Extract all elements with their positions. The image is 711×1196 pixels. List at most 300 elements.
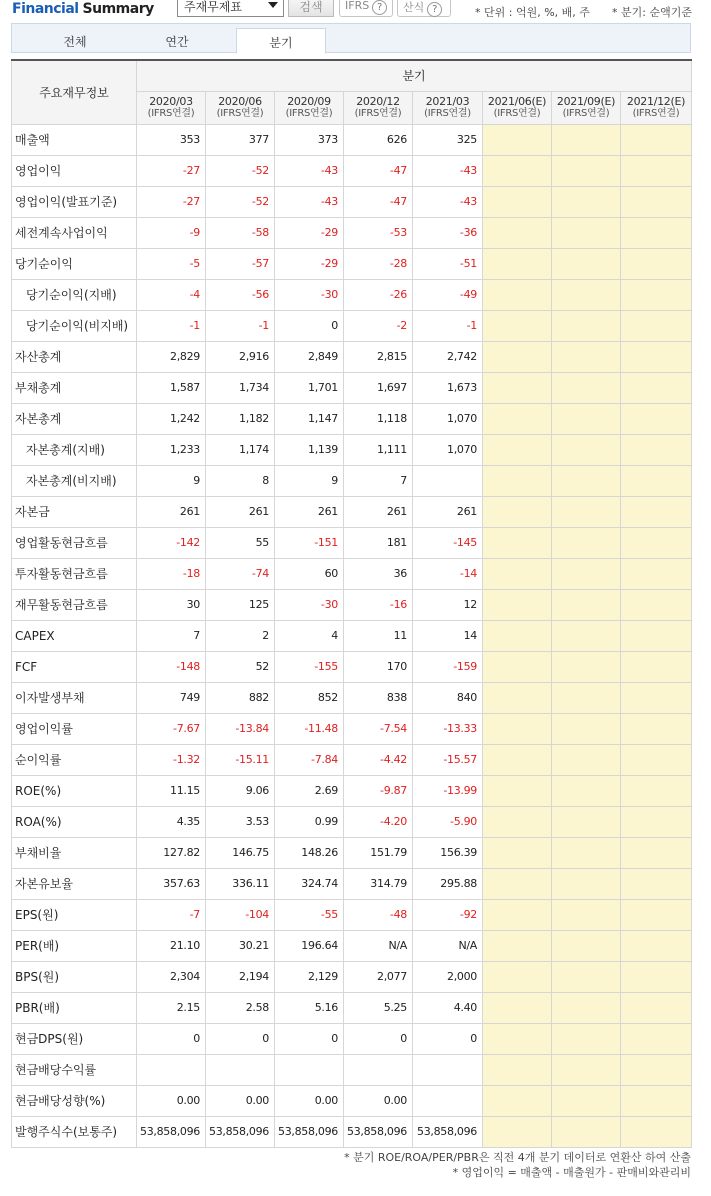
- value-cell: 2,000: [413, 961, 483, 992]
- value-cell: 377: [206, 124, 275, 155]
- estimate-cell: [552, 558, 621, 589]
- estimate-cell: [483, 248, 552, 279]
- table-row: [12, 744, 692, 775]
- value-cell: -58: [206, 217, 275, 248]
- value-cell: 373: [275, 124, 344, 155]
- value-cell: 2,129: [275, 961, 344, 992]
- row-label: 영업이익(발표기준): [12, 186, 137, 217]
- value-cell: -7.67: [137, 713, 206, 744]
- column-date: 2021/12(E): [626, 94, 686, 108]
- footnotes: [344, 1150, 691, 1180]
- estimate-cell: [483, 558, 552, 589]
- table-row: [12, 496, 692, 527]
- estimate-cell: [483, 1116, 552, 1147]
- row-label: 현금배당수익률: [12, 1054, 137, 1085]
- tab-annual[interactable]: 연간: [165, 35, 189, 49]
- estimate-cell: [621, 217, 692, 248]
- value-cell: N/A: [413, 930, 483, 961]
- value-cell: 125: [206, 589, 275, 620]
- estimate-cell: [621, 589, 692, 620]
- value-cell: 838: [344, 682, 413, 713]
- estimate-cell: [621, 248, 692, 279]
- estimate-cell: [621, 341, 692, 372]
- row-label: 이자발생부채: [12, 682, 137, 713]
- value-cell: 2,849: [275, 341, 344, 372]
- value-cell: 12: [413, 589, 483, 620]
- estimate-cell: [483, 403, 552, 434]
- value-cell: 1,070: [413, 403, 483, 434]
- table-row: [12, 1054, 692, 1085]
- estimate-cell: [552, 124, 621, 155]
- value-cell: -29: [275, 248, 344, 279]
- value-cell: 53,858,096: [344, 1116, 413, 1147]
- table-row: [12, 930, 692, 961]
- estimate-cell: [552, 465, 621, 496]
- estimate-cell: [483, 899, 552, 930]
- column-basis: (IFRS연결): [562, 107, 610, 119]
- value-cell: 2,829: [137, 341, 206, 372]
- estimate-cell: [621, 310, 692, 341]
- value-cell: -55: [275, 899, 344, 930]
- value-cell: 261: [206, 496, 275, 527]
- quarterly-period-header: 분기: [137, 60, 692, 91]
- column-date: 2021/03: [425, 94, 470, 108]
- estimate-cell: [621, 434, 692, 465]
- row-label: 자본총계(지배): [12, 434, 137, 465]
- estimate-cell: [483, 1054, 552, 1085]
- estimate-cell: [552, 434, 621, 465]
- value-cell: -57: [206, 248, 275, 279]
- value-cell: -148: [137, 651, 206, 682]
- estimate-cell: [621, 775, 692, 806]
- value-cell: -4: [137, 279, 206, 310]
- financial-summary-table: [11, 59, 692, 1148]
- value-cell: -36: [413, 217, 483, 248]
- value-cell: -48: [344, 899, 413, 930]
- table-row: [12, 1023, 692, 1054]
- value-cell: -155: [275, 651, 344, 682]
- value-cell: -142: [137, 527, 206, 558]
- value-cell: [413, 465, 483, 496]
- estimate-cell: [552, 806, 621, 837]
- value-cell: 2.69: [275, 775, 344, 806]
- tab-all[interactable]: 전체: [63, 35, 87, 49]
- table-row: [12, 1085, 692, 1116]
- help-icon: ?: [372, 0, 387, 15]
- estimate-cell: [621, 651, 692, 682]
- value-cell: 30.21: [206, 930, 275, 961]
- tab-quarterly[interactable]: 분기: [236, 28, 326, 54]
- table-row: [12, 155, 692, 186]
- value-cell: -51: [413, 248, 483, 279]
- table-row: [12, 124, 692, 155]
- estimate-cell: [483, 217, 552, 248]
- value-cell: 336.11: [206, 868, 275, 899]
- estimate-cell: [552, 341, 621, 372]
- value-cell: -47: [344, 186, 413, 217]
- estimate-cell: [621, 465, 692, 496]
- value-cell: 0: [275, 310, 344, 341]
- column-date: 2020/03: [149, 94, 193, 108]
- column-header: [206, 91, 275, 124]
- estimate-cell: [621, 155, 692, 186]
- column-header: [413, 91, 483, 124]
- table-row: [12, 992, 692, 1023]
- column-date: 2020/12: [356, 94, 400, 108]
- estimate-cell: [552, 248, 621, 279]
- table-row: [12, 899, 692, 930]
- value-cell: -5.90: [413, 806, 483, 837]
- table-row: [12, 217, 692, 248]
- value-cell: 55: [206, 527, 275, 558]
- estimate-cell: [483, 124, 552, 155]
- row-label: BPS(원): [12, 961, 137, 992]
- formula-label: 산식: [403, 1, 425, 14]
- estimate-cell: [483, 434, 552, 465]
- value-cell: 0.00: [275, 1085, 344, 1116]
- value-cell: 1,242: [137, 403, 206, 434]
- estimate-cell: [552, 868, 621, 899]
- estimate-cell: [621, 186, 692, 217]
- estimate-cell: [621, 899, 692, 930]
- value-cell: 2,194: [206, 961, 275, 992]
- estimate-cell: [621, 713, 692, 744]
- value-cell: 146.75: [206, 837, 275, 868]
- estimate-cell: [552, 1116, 621, 1147]
- table-row: [12, 527, 692, 558]
- value-cell: 0: [344, 1023, 413, 1054]
- value-cell: [413, 1054, 483, 1085]
- column-header: [137, 91, 206, 124]
- value-cell: 1,697: [344, 372, 413, 403]
- table-row: [12, 248, 692, 279]
- statement-type-select[interactable]: [177, 0, 284, 17]
- value-cell: -2: [344, 310, 413, 341]
- table-row: [12, 961, 692, 992]
- estimate-cell: [621, 124, 692, 155]
- row-label: PBR(배): [12, 992, 137, 1023]
- value-cell: 9: [137, 465, 206, 496]
- unit-note: * 단위 : 억원, %, 배, 주: [475, 6, 590, 19]
- ifrs-label: IFRS: [345, 0, 370, 12]
- estimate-cell: [552, 310, 621, 341]
- value-cell: -15.57: [413, 744, 483, 775]
- column-basis: (IFRS연결): [354, 107, 402, 119]
- value-cell: -1: [206, 310, 275, 341]
- estimate-cell: [552, 837, 621, 868]
- value-cell: -52: [206, 186, 275, 217]
- estimate-cell: [483, 775, 552, 806]
- value-cell: -104: [206, 899, 275, 930]
- value-cell: -13.33: [413, 713, 483, 744]
- estimate-cell: [552, 899, 621, 930]
- value-cell: -4.42: [344, 744, 413, 775]
- estimate-cell: [483, 930, 552, 961]
- table-row: [12, 310, 692, 341]
- value-cell: 840: [413, 682, 483, 713]
- estimate-cell: [621, 1116, 692, 1147]
- top-toolbar: [0, 0, 711, 22]
- value-cell: -27: [137, 186, 206, 217]
- value-cell: 0.00: [344, 1085, 413, 1116]
- value-cell: 626: [344, 124, 413, 155]
- table-row: [12, 806, 692, 837]
- value-cell: -29: [275, 217, 344, 248]
- value-cell: 181: [344, 527, 413, 558]
- estimate-cell: [483, 589, 552, 620]
- table-row: [12, 682, 692, 713]
- estimate-cell: [621, 868, 692, 899]
- value-cell: 1,147: [275, 403, 344, 434]
- column-header: [275, 91, 344, 124]
- row-label: 자본총계(비지배): [12, 465, 137, 496]
- value-cell: 325: [413, 124, 483, 155]
- value-cell: 5.25: [344, 992, 413, 1023]
- column-header: [483, 91, 552, 124]
- statement-type-value: 주재무제표: [184, 0, 242, 14]
- help-icon: ?: [427, 2, 442, 17]
- estimate-cell: [552, 1023, 621, 1054]
- column-date: 2020/06: [218, 94, 262, 108]
- estimate-cell: [621, 1023, 692, 1054]
- value-cell: 0.99: [275, 806, 344, 837]
- row-label: 현금DPS(원): [12, 1023, 137, 1054]
- value-cell: -43: [275, 155, 344, 186]
- estimate-cell: [483, 341, 552, 372]
- value-cell: 53,858,096: [413, 1116, 483, 1147]
- value-cell: -49: [413, 279, 483, 310]
- value-cell: 1,233: [137, 434, 206, 465]
- value-cell: 2,304: [137, 961, 206, 992]
- value-cell: 353: [137, 124, 206, 155]
- estimate-cell: [621, 682, 692, 713]
- value-cell: 1,182: [206, 403, 275, 434]
- value-cell: 1,139: [275, 434, 344, 465]
- row-label: 당기순이익(비지배): [12, 310, 137, 341]
- estimate-cell: [552, 496, 621, 527]
- value-cell: 196.64: [275, 930, 344, 961]
- value-cell: [413, 1085, 483, 1116]
- value-cell: 2,742: [413, 341, 483, 372]
- row-label: 당기순이익: [12, 248, 137, 279]
- value-cell: 0: [413, 1023, 483, 1054]
- estimate-cell: [483, 527, 552, 558]
- table-row: [12, 713, 692, 744]
- value-cell: 261: [344, 496, 413, 527]
- estimate-cell: [483, 310, 552, 341]
- estimate-cell: [483, 1085, 552, 1116]
- value-cell: [206, 1054, 275, 1085]
- value-cell: [275, 1054, 344, 1085]
- value-cell: 21.10: [137, 930, 206, 961]
- column-date: 2020/09: [287, 94, 331, 108]
- value-cell: 170: [344, 651, 413, 682]
- column-basis: (IFRS연결): [216, 107, 264, 119]
- column-basis: (IFRS연결): [147, 107, 195, 119]
- row-label: EPS(원): [12, 899, 137, 930]
- estimate-cell: [483, 713, 552, 744]
- estimate-cell: [621, 620, 692, 651]
- value-cell: -7: [137, 899, 206, 930]
- column-header: [344, 91, 413, 124]
- value-cell: 2,815: [344, 341, 413, 372]
- value-cell: 882: [206, 682, 275, 713]
- estimate-cell: [621, 372, 692, 403]
- value-cell: 3.53: [206, 806, 275, 837]
- value-cell: 357.63: [137, 868, 206, 899]
- estimate-cell: [621, 279, 692, 310]
- table-row: [12, 279, 692, 310]
- estimate-cell: [621, 496, 692, 527]
- table-row: [12, 620, 692, 651]
- row-label: 자산총계: [12, 341, 137, 372]
- value-cell: -47: [344, 155, 413, 186]
- page-title: [12, 1, 154, 17]
- value-cell: -13.99: [413, 775, 483, 806]
- value-cell: -145: [413, 527, 483, 558]
- value-cell: 5.16: [275, 992, 344, 1023]
- table-row: [12, 589, 692, 620]
- table-row: [12, 1116, 692, 1147]
- value-cell: 2.58: [206, 992, 275, 1023]
- estimate-cell: [483, 837, 552, 868]
- estimate-cell: [552, 1085, 621, 1116]
- estimate-cell: [621, 1054, 692, 1085]
- value-cell: 1,118: [344, 403, 413, 434]
- value-cell: 4.40: [413, 992, 483, 1023]
- value-cell: -52: [206, 155, 275, 186]
- value-cell: 324.74: [275, 868, 344, 899]
- estimate-cell: [483, 744, 552, 775]
- table-row: [12, 434, 692, 465]
- value-cell: 0: [206, 1023, 275, 1054]
- value-cell: 52: [206, 651, 275, 682]
- value-cell: -92: [413, 899, 483, 930]
- row-label: 매출액: [12, 124, 137, 155]
- value-cell: -1: [413, 310, 483, 341]
- value-cell: -30: [275, 589, 344, 620]
- row-label: ROE(%): [12, 775, 137, 806]
- value-cell: 8: [206, 465, 275, 496]
- table-row: [12, 465, 692, 496]
- value-cell: 53,858,096: [137, 1116, 206, 1147]
- estimate-cell: [552, 682, 621, 713]
- basis-note: * 분기: 순액기준: [612, 6, 692, 19]
- estimate-cell: [552, 713, 621, 744]
- value-cell: 53,858,096: [275, 1116, 344, 1147]
- value-cell: -43: [275, 186, 344, 217]
- value-cell: 4.35: [137, 806, 206, 837]
- value-cell: -7.54: [344, 713, 413, 744]
- value-cell: -13.84: [206, 713, 275, 744]
- estimate-cell: [483, 186, 552, 217]
- value-cell: 151.79: [344, 837, 413, 868]
- table-row: [12, 837, 692, 868]
- column-basis: (IFRS연결): [493, 107, 541, 119]
- formula-help-button[interactable]: [397, 0, 451, 17]
- footnote-annualized: * 분기 ROE/ROA/PER/PBR은 직전 4개 분기 데이터로 연환산 하여 산출: [344, 1151, 691, 1164]
- value-cell: -151: [275, 527, 344, 558]
- value-cell: 314.79: [344, 868, 413, 899]
- row-label: 자본유보율: [12, 868, 137, 899]
- estimate-cell: [552, 279, 621, 310]
- table-row: [12, 341, 692, 372]
- row-label: 영업이익률: [12, 713, 137, 744]
- value-cell: 4: [275, 620, 344, 651]
- title-summary: Summary: [82, 1, 154, 17]
- value-cell: 9.06: [206, 775, 275, 806]
- value-cell: 2,077: [344, 961, 413, 992]
- value-cell: -16: [344, 589, 413, 620]
- estimate-cell: [552, 589, 621, 620]
- value-cell: 127.82: [137, 837, 206, 868]
- search-button[interactable]: 검색: [288, 0, 334, 17]
- column-date: 2021/06(E): [487, 94, 547, 108]
- row-label: 영업이익: [12, 155, 137, 186]
- value-cell: 1,701: [275, 372, 344, 403]
- row-label: 발행주식수(보통주): [12, 1116, 137, 1147]
- value-cell: -159: [413, 651, 483, 682]
- ifrs-help-button[interactable]: [339, 0, 393, 17]
- period-tabs: [11, 23, 691, 53]
- estimate-cell: [552, 651, 621, 682]
- estimate-cell: [483, 868, 552, 899]
- estimate-cell: [552, 186, 621, 217]
- value-cell: 0: [137, 1023, 206, 1054]
- estimate-cell: [552, 744, 621, 775]
- chevron-down-icon: [268, 2, 278, 8]
- value-cell: 53,858,096: [206, 1116, 275, 1147]
- value-cell: -30: [275, 279, 344, 310]
- value-cell: 1,673: [413, 372, 483, 403]
- value-cell: -1.32: [137, 744, 206, 775]
- value-cell: 295.88: [413, 868, 483, 899]
- estimate-cell: [552, 961, 621, 992]
- value-cell: 2,916: [206, 341, 275, 372]
- value-cell: 0.00: [206, 1085, 275, 1116]
- estimate-cell: [483, 961, 552, 992]
- table-row: [12, 868, 692, 899]
- estimate-cell: [552, 372, 621, 403]
- estimate-cell: [483, 465, 552, 496]
- value-cell: -7.84: [275, 744, 344, 775]
- value-cell: 30: [137, 589, 206, 620]
- value-cell: -4.20: [344, 806, 413, 837]
- table-row: [12, 775, 692, 806]
- value-cell: -28: [344, 248, 413, 279]
- estimate-cell: [552, 217, 621, 248]
- table-row: [12, 651, 692, 682]
- row-label: CAPEX: [12, 620, 137, 651]
- row-label: 영업활동현금흐름: [12, 527, 137, 558]
- value-cell: 0.00: [137, 1085, 206, 1116]
- estimate-cell: [552, 527, 621, 558]
- row-label: 자본총계: [12, 403, 137, 434]
- value-cell: 7: [137, 620, 206, 651]
- table-row: [12, 558, 692, 589]
- estimate-cell: [621, 961, 692, 992]
- value-cell: 9: [275, 465, 344, 496]
- value-cell: -14: [413, 558, 483, 589]
- estimate-cell: [552, 1054, 621, 1085]
- row-label: 투자활동현금흐름: [12, 558, 137, 589]
- value-cell: 156.39: [413, 837, 483, 868]
- value-cell: 2: [206, 620, 275, 651]
- estimate-cell: [552, 155, 621, 186]
- value-cell: -74: [206, 558, 275, 589]
- estimate-cell: [621, 806, 692, 837]
- value-cell: -43: [413, 186, 483, 217]
